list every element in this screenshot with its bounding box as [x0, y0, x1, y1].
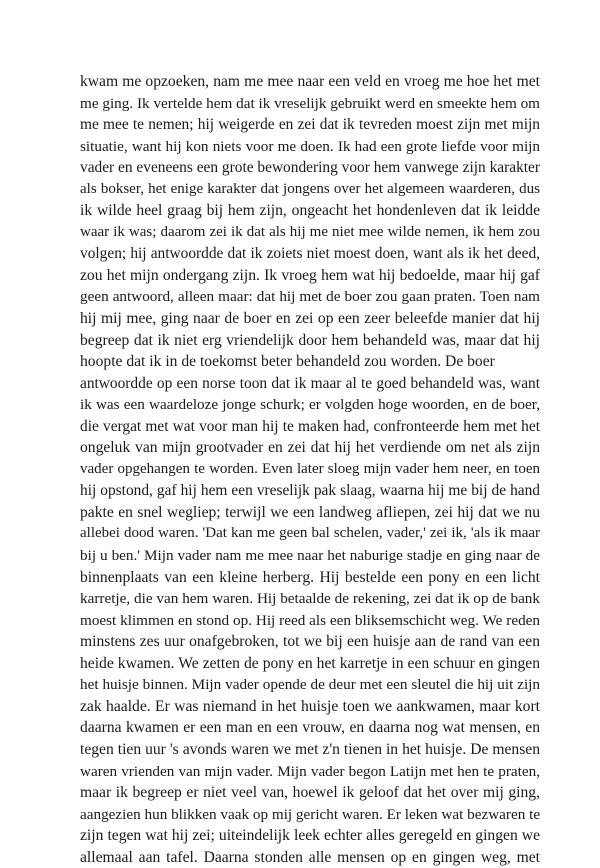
text-line: minstens zes uur onafgebroken, tot we bij een huisje aan de rand van een	[80, 633, 540, 651]
text-line: hij mij mee, ging naar de boer en zei op een zeer beleefde manier dat hij	[80, 310, 540, 328]
text-line: tegen tien uur 's avonds waren we met z'n tienen in het huisje. De mensen	[80, 740, 540, 758]
text-line: zijn tegen wat hij zei; uiteindelijk leek echter alles geregeld en gingen we	[80, 827, 540, 845]
text-line: pakte en snel wegliep; terwijl we een landweg afliepen, zei hij dat we nu	[80, 503, 540, 521]
text-line: zak haalde. Er was niemand in het huisje toen we aankwamen, maar kort	[80, 697, 540, 715]
text-line: ik wilde heel graag bij hem zijn, ongeacht het hondenleven dat ik leidde	[80, 202, 540, 220]
text-line: binnenplaats van een kleine herberg. Hij bestelde een pony en een licht	[80, 568, 540, 586]
text-line: antwoordde op een norse toon dat ik maar al te goed behandeld was, want	[80, 374, 540, 392]
text-line: kwam me opzoeken, nam me mee naar een veld en vroeg me hoe het met	[80, 73, 540, 90]
text-line: die vergat met wat voor man hij te maken had, confronteerde hem met het	[80, 417, 540, 435]
text-line: waren vrienden van mijn vader. Mijn vader begon Latijn met hen te praten,	[80, 762, 540, 780]
text-line: vader opgehangen te worden. Even later sloeg mijn vader hem neer, en toen	[80, 460, 540, 477]
text-line: zou het mijn ondergang zijn. Ik vroeg hem wat hij bedoelde, maar hij gaf	[80, 266, 540, 284]
text-line: ongeluk van mijn grootvader en zei dat hij het verdiende om net als zijn	[80, 439, 540, 457]
text-line: me mee te nemen; hij weigerde en zei dat ik tevreden moest zijn met mijn	[80, 116, 540, 134]
text-line: me ging. Ik vertelde hem dat ik vreselijk gebruikt werd en smeekte hem om	[80, 94, 540, 112]
text-line: allebei dood waren. 'Dat kan me geen bal schelen, vader,' zei ik, 'als ik maar	[80, 525, 540, 542]
text-line: als bokser, het enige karakter dat jongens over het algemeen waarderen, dus	[80, 180, 540, 197]
text-line: karretje, die van hem waren. Hij betaalde de rekening, zei dat ik op de bank	[80, 590, 540, 608]
text-line: begreep dat ik niet erg vriendelijk door hem behandeld was, maar dat hij	[80, 331, 540, 349]
text-line: ik was een waardeloze jonge schurk; er volgden hoge woorden, en de boer,	[80, 396, 540, 414]
text-line: moest klimmen en stond op. Hij reed als een bliksemschicht weg. We reden	[80, 611, 540, 629]
text-line: hij opstond, gaf hij hem een vreselijk pak slaag, waarna hij me bij de hand	[80, 482, 540, 500]
text-line: bij u ben.' Mijn vader nam me mee naar het naburige stadje en ging naar de	[80, 547, 540, 565]
text-line: waar ik was; daarom zei ik dat als hij me niet mee wilde nemen, ik hem zou	[80, 223, 540, 240]
text-line: geen antwoord, alleen maar: dat hij met de boer zou gaan praten. Toen nam	[80, 288, 540, 306]
text-line: hoopte dat ik in de toekomst beter behandeld zou worden. De boer	[80, 353, 495, 371]
text-line: allemaal aan tafel. Daarna stonden alle mensen op en gingen weg, met	[80, 848, 540, 866]
text-line: heide kwamen. We zetten de pony en het karretje in een schuur en gingen	[80, 654, 540, 672]
text-line: aangezien hun blikken vaak op mij gericht waren. Er leken wat bezwaren te	[80, 805, 541, 823]
body-text	[80, 71, 540, 868]
text-line: volgen; hij antwoordde dat ik zoiets niet moest doen, want als ik het deed,	[80, 245, 540, 263]
text-line: situatie, want hij kon niets voor me doen. Ik had een grote liefde voor mijn	[80, 137, 540, 155]
text-line: het huisje binnen. Mijn vader opende de deur met een sleutel die hij uit zijn	[80, 676, 540, 694]
text-line: vader en eveneens een grote bewondering voor hem vanwege zijn karakter	[80, 159, 540, 177]
text-line: maar ik begreep er niet veel van, hoewel ik geloof dat het over mij ging,	[80, 784, 540, 802]
text-line: daarna kwamen er een man en een vrouw, en daarna nog wat mensen, en	[80, 719, 540, 737]
